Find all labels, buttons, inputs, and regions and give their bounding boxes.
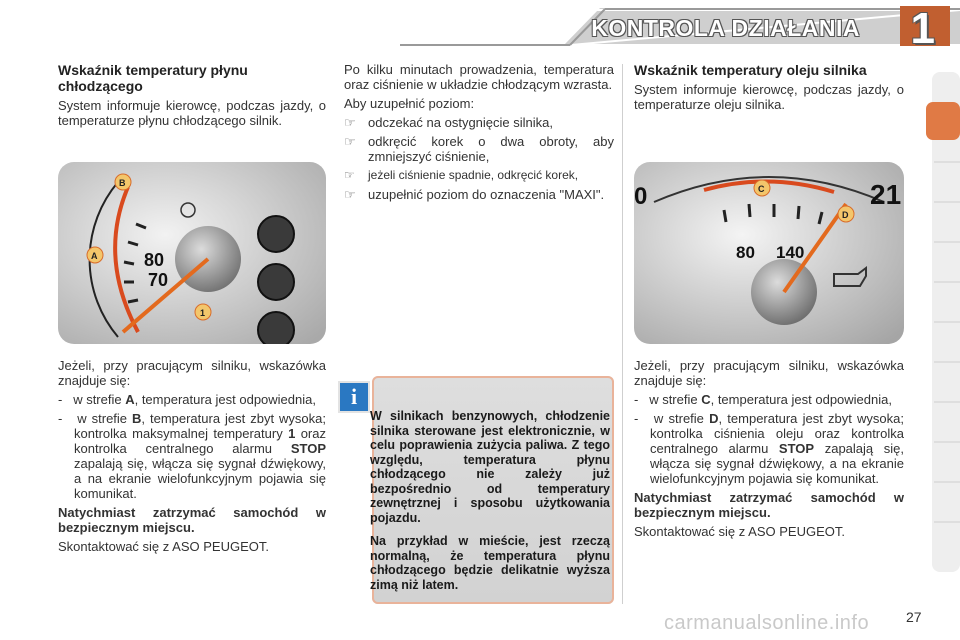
refill-step-3: ☞ jeżeli ciśnienie spadnie, odkręcić korek,: [344, 168, 579, 182]
oil-contact: Skontaktować się z ASO PEUGEOT.: [634, 524, 845, 539]
coolant-marker-b: B: [119, 178, 126, 188]
refill-section: [344, 62, 614, 206]
refill-step-4: ☞ uzupełnić poziom do oznaczenia "MAXI".: [344, 187, 605, 202]
oil-marker-c: C: [758, 184, 765, 194]
coolant-section-top: [58, 62, 326, 132]
oil-gauge-140: 140: [776, 243, 805, 262]
coolant-gauge-image: [58, 162, 326, 344]
page-title: KONTROLA DZIAŁANIA: [591, 15, 860, 41]
coolant-intro: System informuje kierowcę, podczas jazdy, o temperaturze płynu chłodzącego silnik.: [58, 98, 326, 128]
info-paragraph-2: Na przykład w mieście, jest rzeczą normalną, że temperatura płynu chłodzącego będzie delikatnie wyższa zimą niż latem.: [370, 534, 610, 592]
pointer-icon: ☞: [344, 115, 356, 130]
refill-level-intro: Aby uzupełnić poziom:: [344, 96, 475, 111]
coolant-item-a: - w strefie A, temperatura jest odpowiednia,: [58, 392, 316, 407]
oil-marker-d: D: [842, 210, 849, 220]
oil-item-d: - w strefie D, temperatura jest zbyt wysoka; kontrolka ciśnienia oleju oraz kontrolka centralnego alarmu STOP zapalają się, włącza się sygnał dźwiękowy, a na ekranie wielofunkcyjnym pojawia się komunikat.: [634, 411, 905, 486]
coolant-section-bottom: [58, 358, 326, 558]
pointer-icon: ☞: [344, 168, 355, 182]
chapter-number: 1: [910, 4, 935, 53]
oil-item-c: - w strefie C, temperatura jest odpowiednia,: [634, 392, 892, 407]
oil-gauge-80: 80: [736, 243, 755, 262]
info-text: [370, 409, 610, 601]
refill-intro: Po kilku minutach prowadzenia, temperatura oraz ciśnienie w układzie chłodzącym wzrasta.: [344, 62, 614, 92]
info-icon: i: [338, 381, 370, 413]
oil-gauge-edge-left: 0: [634, 183, 648, 210]
coolant-item-b: - w strefie B, temperatura jest zbyt wysoka; kontrolka maksymalnej temperatury 1 oraz kontrolka centralnego alarmu STOP zapalają się, włącza się sygnał dźwiękowy, a na ekranie wielofunkcyjnym pojawia się komunikat.: [58, 411, 327, 501]
oil-intro: System informuje kierowcę, podczas jazdy, o temperaturze oleju silnika.: [634, 82, 904, 112]
chapter-tab-rail: [926, 72, 960, 572]
oil-gauge-edge-right: 21: [870, 179, 902, 210]
column-divider: [622, 64, 623, 604]
pointer-icon: ☞: [344, 187, 356, 202]
coolant-marker-a: A: [91, 251, 98, 261]
info-paragraph-1: W silnikach benzynowych, chłodzenie silnika sterowane jest elektronicznie, w celu poprawienia zużycia paliwa. Z tego względu, temperatura płynu chłodzącego nie zależy już bezpośrednio od temperatury zewnętrznej i sposobu użytkowania pojazdu.: [370, 409, 610, 525]
coolant-gauge-80: 80: [144, 250, 165, 270]
page-number: 27: [906, 609, 922, 625]
oil-section-bottom: [634, 358, 904, 543]
oil-warning: Natychmiast zatrzymać samochód w bezpiecznym miejscu.: [634, 490, 904, 520]
oil-heading: Wskaźnik temperatury oleju silnika: [634, 62, 867, 78]
pointer-icon: ☞: [344, 134, 356, 149]
coolant-when-intro: Jeżeli, przy pracującym silniku, wskazówka znajduje się:: [58, 358, 326, 388]
coolant-marker-1: 1: [200, 308, 206, 318]
coolant-contact: Skontaktować się z ASO PEUGEOT.: [58, 539, 269, 554]
refill-step-2: ☞ odkręcić korek o dwa obroty, aby zmniejszyć ciśnienie,: [344, 134, 614, 164]
coolant-heading: Wskaźnik temperatury płynu chłodzącego: [58, 62, 248, 94]
oil-gauge-image: [634, 162, 904, 344]
oil-when-intro: Jeżeli, przy pracującym silniku, wskazówka znajduje się:: [634, 358, 904, 388]
watermark: carmanualsonline.info: [664, 612, 870, 634]
oil-section-top: [634, 62, 904, 116]
coolant-warning: Natychmiast zatrzymać samochód w bezpiecznym miejscu.: [58, 505, 326, 535]
coolant-gauge-70: 70: [148, 270, 169, 290]
refill-step-1: ☞ odczekać na ostygnięcie silnika,: [344, 115, 553, 130]
